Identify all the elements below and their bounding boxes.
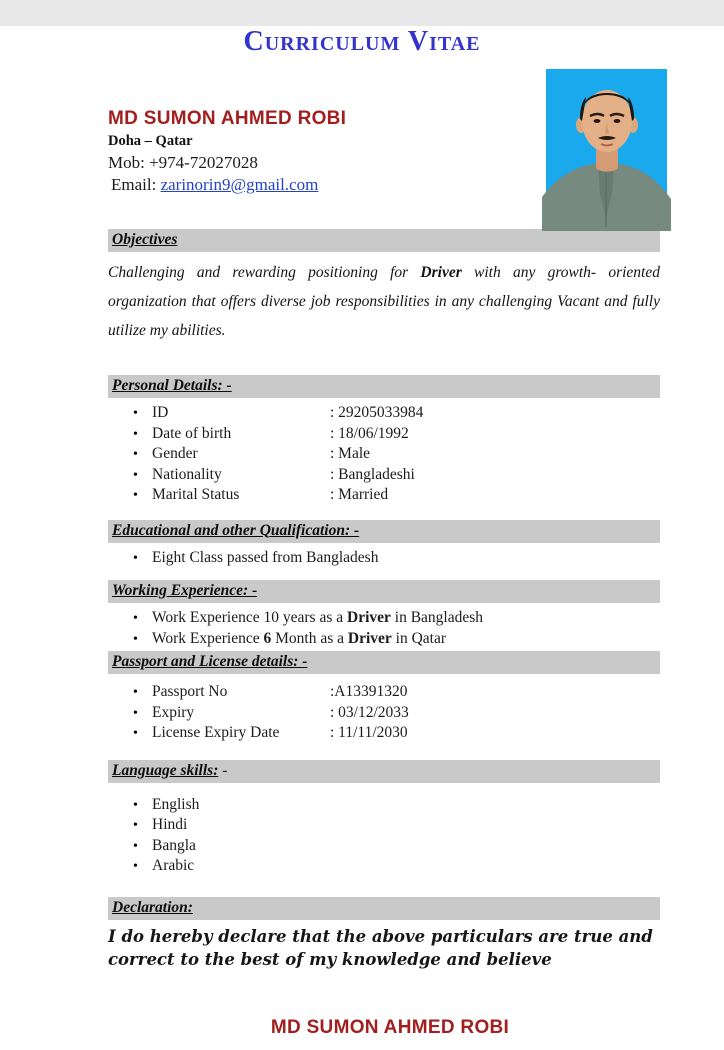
detail-label: Expiry — [152, 703, 195, 721]
detail-value: : 29205033984 — [330, 404, 424, 421]
language-item: Hindi — [152, 816, 188, 833]
detail-value: : 03/12/2033 — [330, 703, 409, 721]
section-header-passport — [108, 651, 660, 674]
detail-value: : 11/11/2030 — [330, 724, 408, 741]
detail-row — [108, 424, 660, 445]
detail-row — [108, 682, 660, 703]
objectives-paragraph: Challenging and rewarding positioning for Driver with any growth- oriented organization that offers diverse job responsibilities in any challenging Vacant and fully utilize my abilities. — [108, 264, 660, 339]
languages-list — [0, 795, 724, 877]
detail-value: : 18/06/1992 — [330, 424, 409, 442]
experience-item: Work Experience 10 years as a Driver in Bangladesh — [152, 609, 484, 626]
signature-name: MD SUMON AHMED ROBI — [270, 1016, 510, 1038]
bullet-icon: • — [133, 818, 138, 833]
bullet-icon: • — [133, 685, 138, 700]
education-heading: Educational and other Qualification: - — [112, 521, 360, 539]
section-header-experience — [108, 580, 660, 603]
person-name: MD SUMON AHMED ROBI — [108, 108, 347, 129]
detail-value: : Male — [330, 445, 371, 462]
experience-item: Work Experience 6 Month as a Driver in Qatar — [152, 629, 447, 647]
detail-row — [108, 723, 660, 744]
detail-row — [108, 444, 660, 465]
list-item — [108, 836, 660, 857]
list-item — [108, 548, 660, 569]
language-item: Bangla — [152, 836, 196, 854]
personal-details-heading: Personal Details: - — [112, 377, 232, 394]
detail-value: :A13391320 — [330, 683, 408, 700]
languages-heading-suffix: - — [218, 761, 228, 779]
detail-label: Marital Status — [152, 486, 240, 503]
passport-list — [0, 682, 724, 744]
bullet-icon: • — [133, 550, 138, 566]
detail-value: : Bangladeshi — [330, 465, 415, 483]
portrait-illustration — [546, 69, 667, 229]
profile-photo — [546, 69, 667, 229]
bullet-icon: • — [133, 467, 138, 483]
section-header-education — [108, 520, 660, 543]
section-header-personal-details — [108, 375, 660, 398]
bullet-icon: • — [133, 611, 138, 626]
declaration-heading: Declaration: — [112, 898, 193, 916]
experience-list — [0, 608, 724, 649]
education-list — [0, 548, 724, 569]
language-item: English — [152, 795, 200, 813]
bullet-icon: • — [133, 838, 138, 854]
declaration-paragraph: I do hereby declare that the above particulars are true and correct to the best of my knowledge and believe — [108, 926, 653, 969]
list-item — [108, 629, 660, 650]
education-item: Eight Class passed from Bangladesh — [152, 548, 379, 566]
bullet-icon: • — [133, 447, 138, 462]
detail-row — [108, 403, 660, 424]
passport-heading: Passport and License details: - — [112, 653, 308, 670]
bullet-icon: • — [133, 797, 138, 813]
location-text: Doha – Qatar — [108, 133, 193, 149]
detail-label: Passport No — [152, 683, 228, 700]
list-item — [108, 856, 660, 877]
section-header-languages — [108, 760, 660, 783]
experience-heading: Working Experience: - — [112, 582, 258, 599]
section-header-objectives — [108, 229, 660, 252]
bullet-icon: • — [133, 726, 138, 741]
bullet-icon: • — [133, 488, 138, 503]
section-header-declaration — [108, 897, 660, 920]
detail-row — [108, 703, 660, 724]
detail-label: ID — [152, 404, 169, 421]
bullet-icon: • — [133, 705, 138, 721]
bullet-icon: • — [133, 631, 138, 647]
list-item — [108, 608, 660, 629]
language-item: Arabic — [152, 857, 195, 874]
bullet-icon: • — [133, 859, 138, 874]
mobile-label: Mob: — [108, 153, 145, 172]
email-link[interactable]: zarinorin9@gmail.com — [160, 175, 319, 194]
list-item — [108, 795, 660, 816]
bullet-icon: • — [133, 426, 138, 442]
personal-details-list — [0, 403, 724, 506]
page-title: Curriculum Vitae — [243, 26, 481, 57]
list-item — [108, 815, 660, 836]
detail-row — [108, 485, 660, 506]
bullet-icon: • — [133, 406, 138, 421]
languages-heading: Language skills: — [112, 761, 219, 779]
detail-label: Date of birth — [152, 424, 232, 442]
cv-document-page — [0, 26, 724, 1050]
mobile-number: +974-72027028 — [149, 153, 258, 172]
detail-row — [108, 465, 660, 486]
email-label: Email: — [111, 175, 157, 194]
objectives-heading: Objectives — [112, 231, 178, 248]
detail-label: Nationality — [152, 465, 222, 483]
detail-label: Gender — [152, 445, 198, 462]
detail-label: License Expiry Date — [152, 724, 280, 741]
detail-value: : Married — [330, 486, 389, 503]
